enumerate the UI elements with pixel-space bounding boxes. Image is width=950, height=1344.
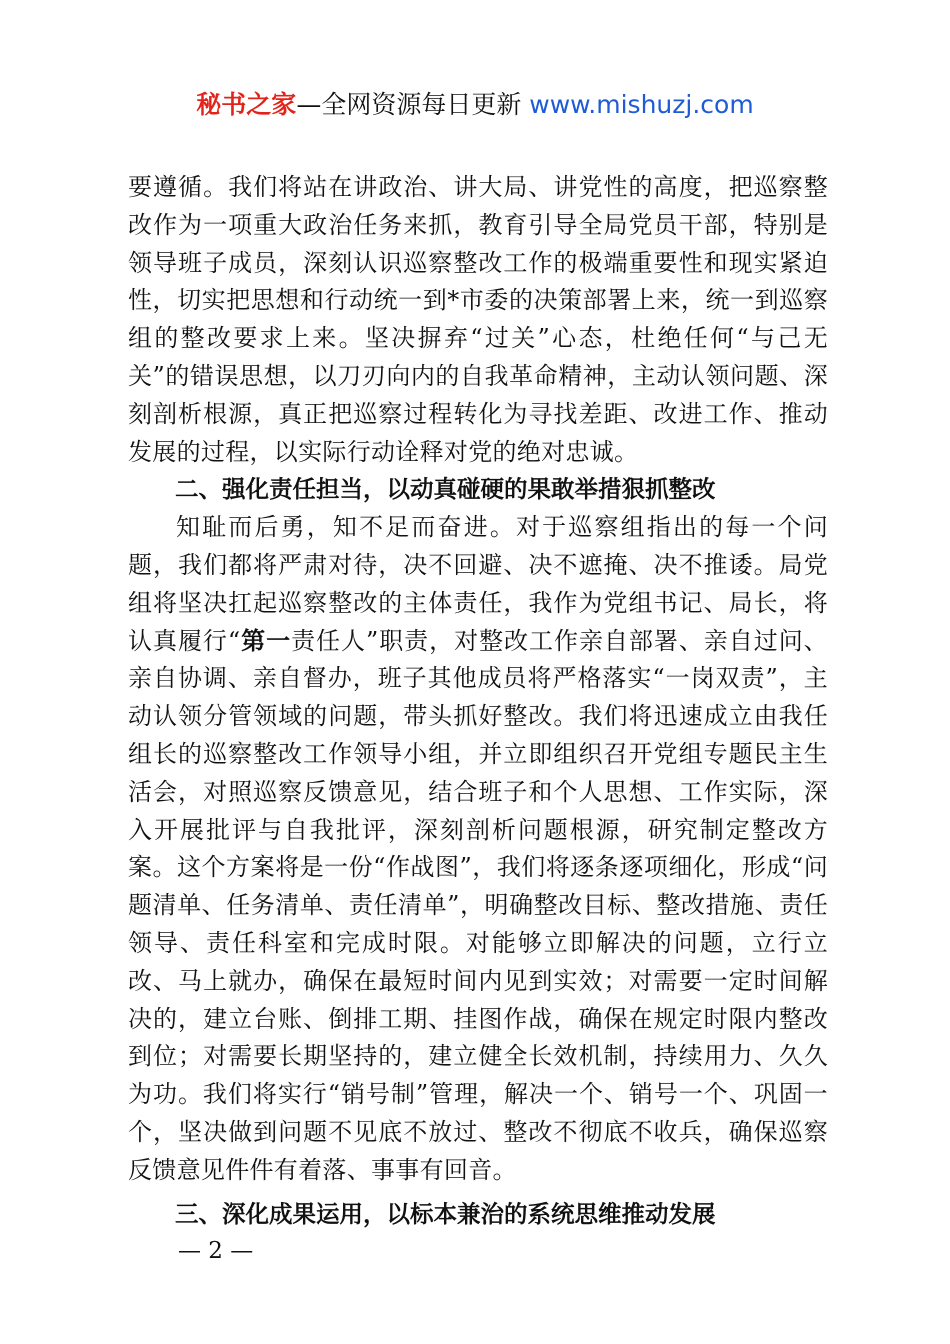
paragraph-text-end: 责任人”职责，对整改工作亲自部署、亲自过问、亲自协调、亲自督办，班子其他成员将严格落实“一岗双责”，主动认领分管领域的问题，带头抓好整改。我们将迅速成立由我任组长的巡察整改工作领导小组，并立即组织召开党组专题民主生活会，对照巡察反馈意见，结合班子和个人思想、工作实际，深入开展批评与自我批评，深刻剖析问题根源，研究制定整改方案。这个方案将是一份“作战图”，我们将逐条逐项细化，形成“问题清单、任务清单、责任清单”，明确整改目标、整改措施、责任领导、责任科室和完成时限。对能够立即解决的问题，立行立改、马上就办，确保在最短时间内见到实效；对需要一定时间解决的，建立台账、倒排工期、挂图作战，确保在规定时限内整改到位；对需要长期坚持的，建立健全长效机制，持续用力、久久为功。我们将实行“销号制”管理，解决一个、销号一个、巩固一个，坚决做到问题不见底不放过、整改不彻底不收兵，确保巡察反馈意见件件有着落、事事有回音。	[128, 626, 828, 1184]
paragraph-text-start: 知耻而后勇，知不足而奋进。对于巡察组指出的每一个问题，我们都将严肃对待，决不回避、决不遮掩、决不推诿。局党组将坚决扛起巡察整改的主体责任，我作为党组书记、局长，将认真履行“	[128, 513, 828, 655]
page-number: — 2 —	[178, 1238, 254, 1264]
section-heading-2: 二、强化责任担当，以动真碰硬的果敢举措狠抓整改	[175, 475, 716, 504]
banner-brand: 秘书之家	[196, 90, 297, 119]
section-heading-3: 三、深化成果运用，以标本兼治的系统思维推动发展	[175, 1199, 716, 1228]
paragraph-bold-text: 第一	[240, 626, 292, 655]
paragraph-section-2	[128, 509, 828, 1189]
paragraph-continuation: 要遵循。我们将站在讲政治、讲大局、讲党性的高度，把巡察整改作为一项重大政治任务来抓，教育引导全局党员干部，特别是领导班子成员，深刻认识巡察整改工作的极端重要性和现实紧迫性，切实把思想和行动统一到*市委的决策部署上来，统一到巡察组的整改要求上来。坚决摒弃“过关”心态，杜绝任何“与己无关”的错误思想，以刀刃向内的自我革命精神，主动认领问题、深刻剖析根源，真正把巡察过程转化为寻找差距、改进工作、推动发展的过程，以实际行动诠释对党的绝对忠诚。	[128, 173, 828, 466]
banner-tagline: —全网资源每日更新	[296, 90, 530, 119]
site-banner	[0, 88, 950, 122]
banner-url-link[interactable]: www.mishuzj.com	[529, 90, 754, 119]
document-body	[128, 169, 828, 1233]
